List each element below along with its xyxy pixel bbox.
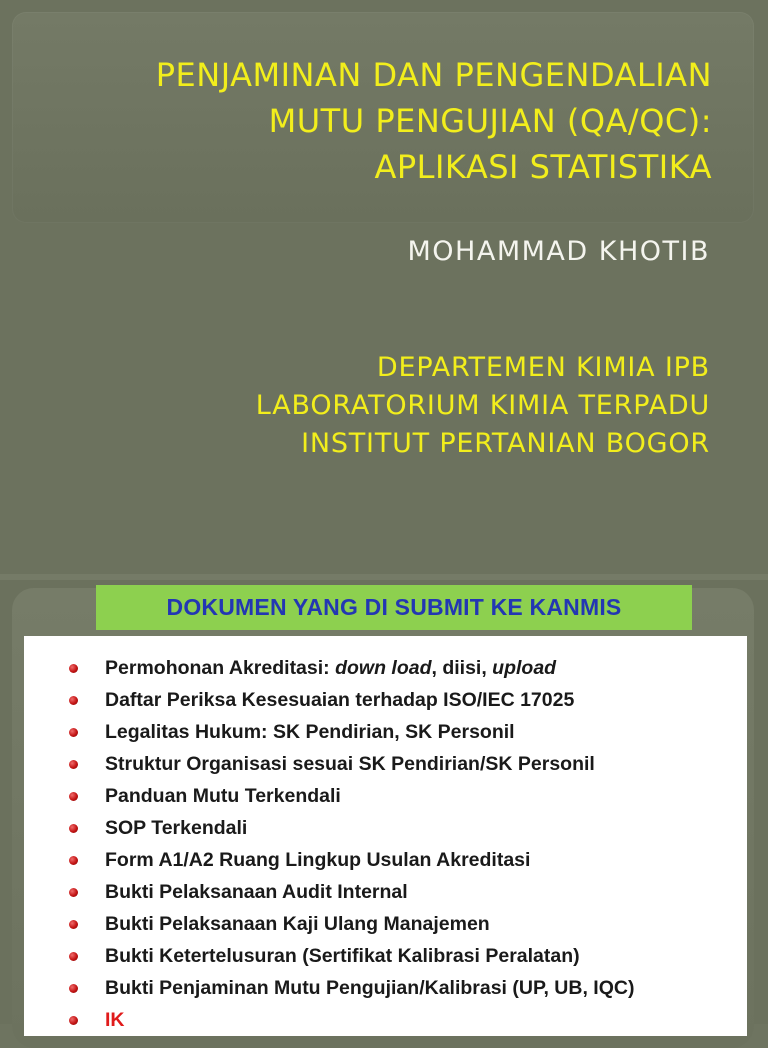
affiliation-line-1: DEPARTEMEN KIMIA IPB [376,352,710,383]
list-item [24,1004,634,1036]
slide-banner-title: DOKUMEN YANG DI SUBMIT KE KANMIS [96,585,692,630]
list-item-text: SOP Terkendali [105,817,248,839]
bullet-icon [69,888,78,897]
bullet-icon [69,984,78,993]
bullet-icon [69,952,78,961]
list-item [24,812,634,844]
bullet-icon [69,696,78,705]
document-list-panel [24,636,747,1036]
list-item-text: Panduan Mutu Terkendali [105,785,341,807]
author-name: MOHAMMAD KHOTIB [407,236,710,267]
title-line-3: APLIKASI STATISTIKA [374,148,712,186]
list-item-text: IK [105,1009,125,1031]
list-item-text: Daftar Periksa Kesesuaian terhadap ISO/IEC 17025 [105,689,575,711]
affiliation-line-3: INSTITUT PERTANIAN BOGOR [301,428,710,459]
presentation-title [32,52,712,190]
title-line-1: PENJAMINAN DAN PENGENDALIAN [155,56,712,94]
list-item-text: Legalitas Hukum: SK Pendirian, SK Personil [105,721,515,743]
bullet-icon [69,792,78,801]
list-item-text: Struktur Organisasi sesuai SK Pendirian/SK Personil [105,753,595,775]
bullet-icon [69,664,78,673]
list-item-text-b: down load [335,657,432,679]
list-item-text-a: Permohonan Akreditasi: [105,657,336,679]
list-item-text: Bukti Pelaksanaan Audit Internal [105,881,408,903]
bullet-icon [69,856,78,865]
bullet-icon [69,728,78,737]
list-item-text-c: , diisi, [431,657,493,679]
list-item [24,684,634,716]
list-item [24,716,634,748]
list-item [24,940,634,972]
list-item [24,652,634,684]
affiliation [256,349,710,463]
bullet-icon [69,920,78,929]
list-item [24,908,634,940]
bullet-icon [69,760,78,769]
title-line-2: MUTU PENGUJIAN (QA/QC): [268,102,712,140]
list-item-text: Bukti Pelaksanaan Kaji Ulang Manajemen [105,913,490,935]
list-item-text: Form A1/A2 Ruang Lingkup Usulan Akreditasi [105,849,531,871]
list-item [24,748,634,780]
bullet-icon [69,824,78,833]
list-item [24,780,634,812]
list-item-text: Bukti Ketertelusuran (Sertifikat Kalibrasi Peralatan) [105,945,580,967]
list-item [24,972,634,1004]
list-item [24,844,634,876]
list-item [24,876,634,908]
document-list [24,652,634,1036]
list-item-text: Bukti Penjaminan Mutu Pengujian/Kalibrasi (UP, UB, IQC) [105,977,635,999]
list-item-text-d: upload [492,657,557,679]
affiliation-line-2: LABORATORIUM KIMIA TERPADU [255,390,710,421]
